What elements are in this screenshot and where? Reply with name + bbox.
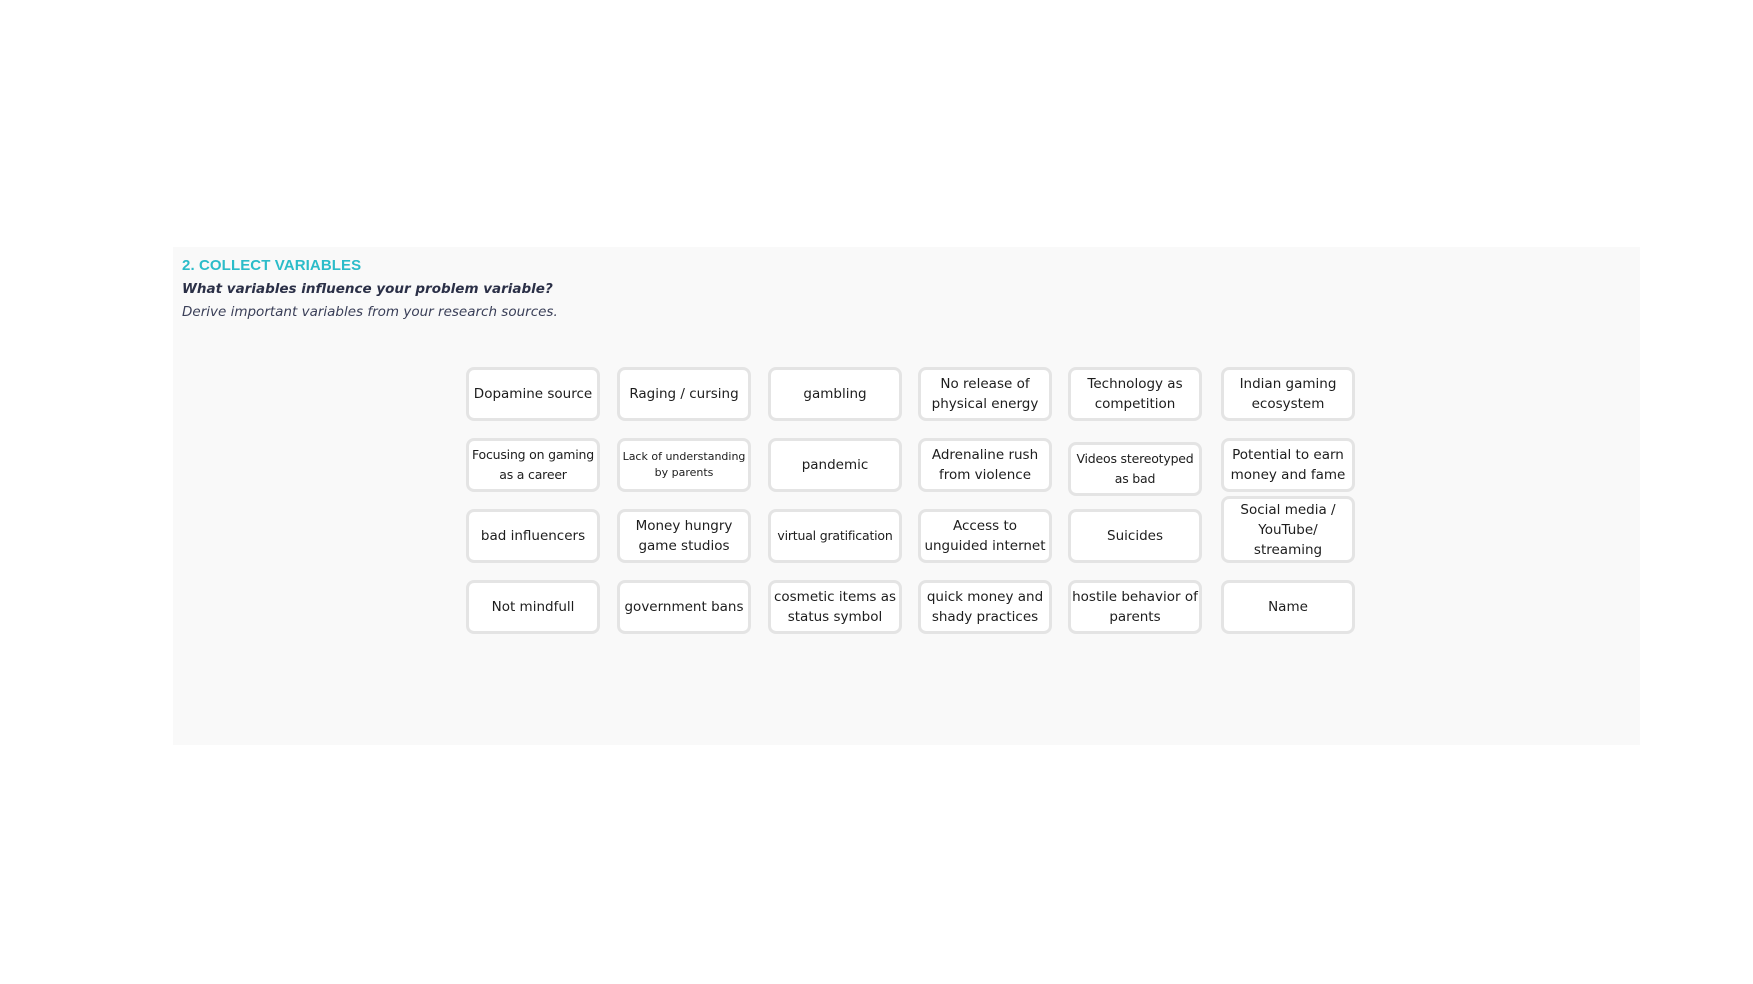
variable-card[interactable]: Videos stereotyped as bad [1068, 442, 1202, 496]
variable-card[interactable]: Raging / cursing [617, 367, 751, 421]
variable-card[interactable]: Adrenaline rush from violence [918, 438, 1052, 492]
variable-card-placeholder[interactable]: Name [1221, 580, 1355, 634]
variable-card[interactable]: Focusing on gaming as a career [466, 438, 600, 492]
section-heading: 2. COLLECT VARIABLES [182, 257, 362, 274]
variable-card[interactable]: Indian gaming ecosystem [1221, 367, 1355, 421]
variable-card[interactable]: pandemic [768, 438, 902, 492]
variable-card[interactable]: Suicides [1068, 509, 1202, 563]
variable-card[interactable]: Money hungry game studios [617, 509, 751, 563]
collect-variables-panel [173, 247, 1640, 745]
variable-card[interactable]: Not mindfull [466, 580, 600, 634]
section-instruction: Derive important variables from your research sources. [182, 304, 558, 320]
variable-card[interactable]: Lack of understanding by parents [617, 438, 751, 492]
variable-card[interactable]: bad influencers [466, 509, 600, 563]
variable-card[interactable]: hostile behavior of parents [1068, 580, 1202, 634]
variable-card[interactable]: No release of physical energy [918, 367, 1052, 421]
variable-card[interactable]: cosmetic items as status symbol [768, 580, 902, 634]
variable-card[interactable]: Access to unguided internet [918, 509, 1052, 563]
variable-card[interactable]: quick money and shady practices [918, 580, 1052, 634]
variable-card[interactable]: Potential to earn money and fame [1221, 438, 1355, 492]
variable-card[interactable]: Dopamine source [466, 367, 600, 421]
variable-card[interactable]: virtual gratification [768, 509, 902, 563]
variable-card[interactable]: government bans [617, 580, 751, 634]
variable-card[interactable]: Social media / YouTube/ streaming [1221, 496, 1355, 563]
variable-card[interactable]: gambling [768, 367, 902, 421]
section-question: What variables influence your problem variable? [182, 281, 553, 297]
variable-card[interactable]: Technology as competition [1068, 367, 1202, 421]
